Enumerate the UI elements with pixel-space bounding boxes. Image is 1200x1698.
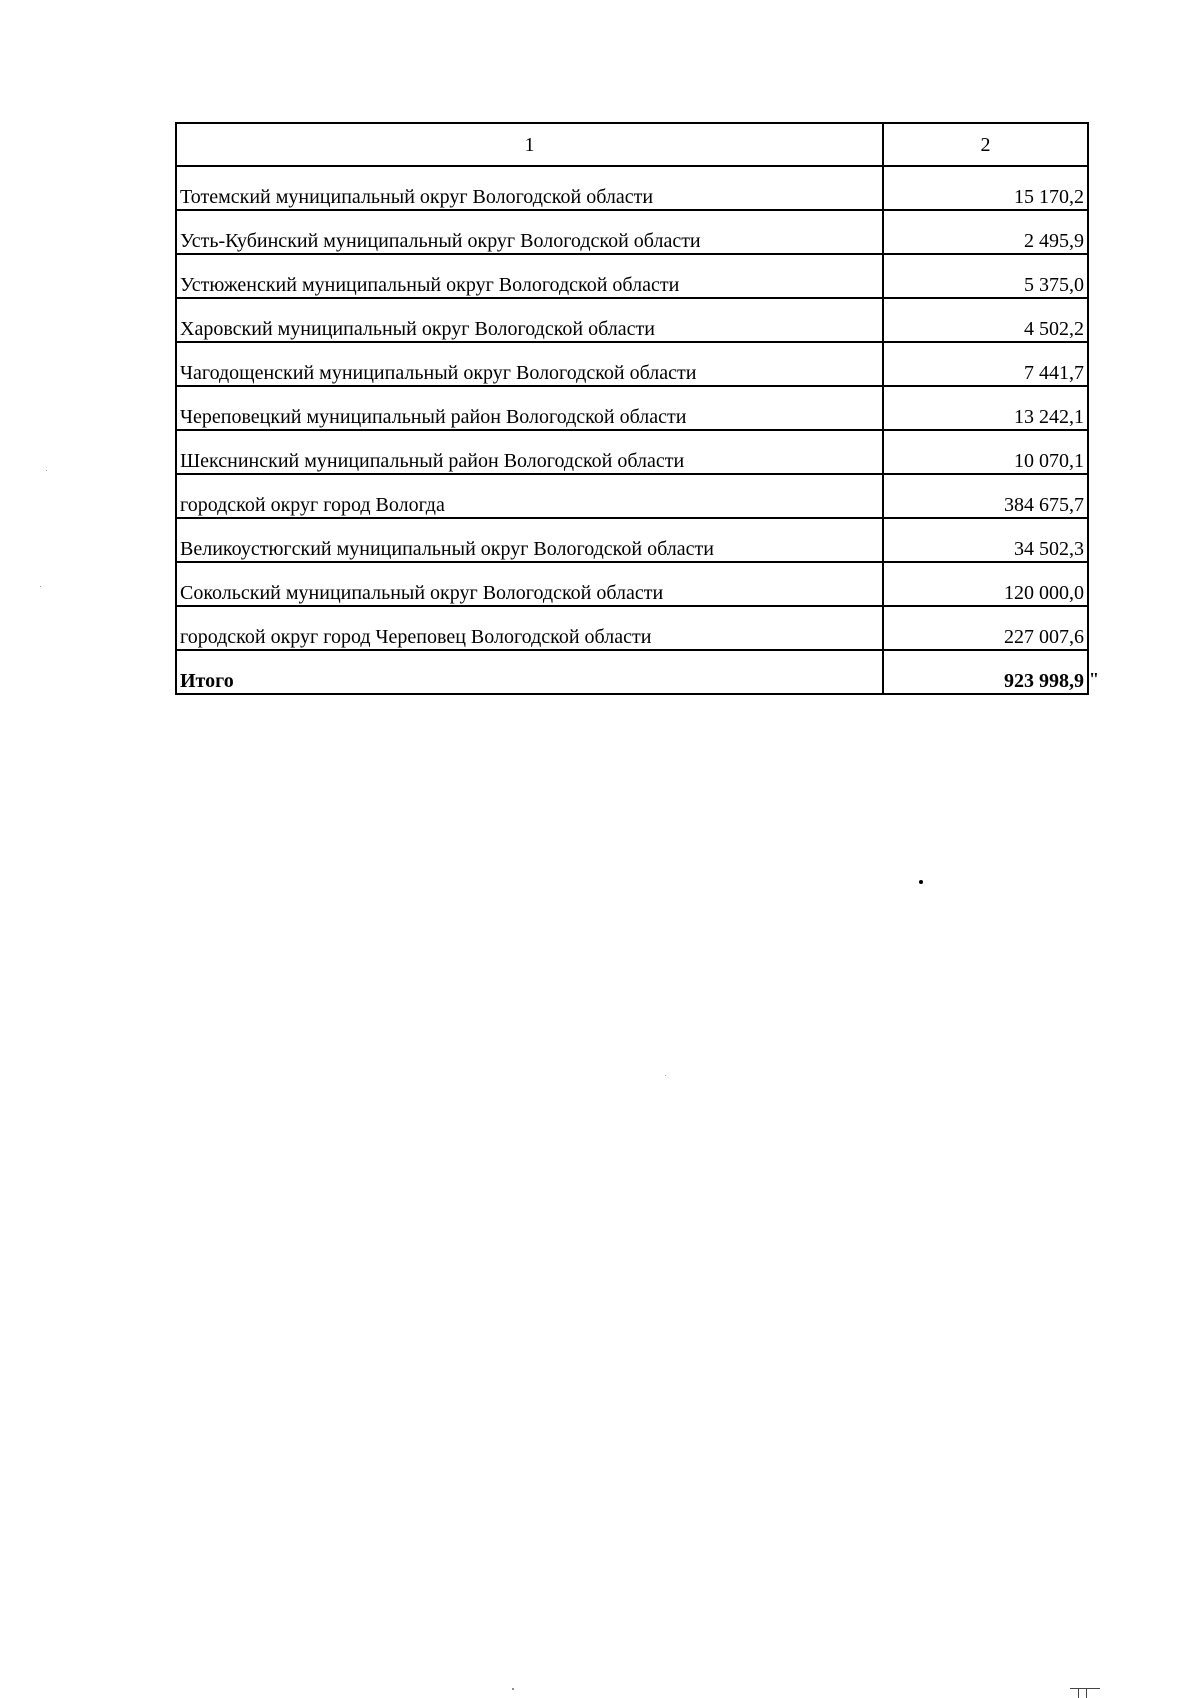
total-value: 923 998,9 — [883, 650, 1088, 694]
total-label: Итого — [176, 650, 883, 694]
scan-speck — [919, 880, 923, 884]
municipality-name: Чагодощенский муниципальный округ Вологодской области — [176, 342, 883, 386]
table-row — [176, 430, 1088, 474]
amount-value: 120 000,0 — [883, 562, 1088, 606]
amount-value: 227 007,6 — [883, 606, 1088, 650]
scan-speck — [46, 470, 47, 471]
table-row — [176, 606, 1088, 650]
municipality-name: городской округ город Вологда — [176, 474, 883, 518]
scan-speck — [512, 1688, 514, 1690]
amount-value: 13 242,1 — [883, 386, 1088, 430]
municipality-name: Шекснинский муниципальный район Вологодской области — [176, 430, 883, 474]
municipality-name: Харовский муниципальный округ Вологодской области — [176, 298, 883, 342]
table-row — [176, 474, 1088, 518]
amount-value: 384 675,7 — [883, 474, 1088, 518]
amount-value: 15 170,2 — [883, 166, 1088, 210]
table-row — [176, 298, 1088, 342]
municipality-name: Тотемский муниципальный округ Вологодской области — [176, 166, 883, 210]
municipality-name: Усть-Кубинский муниципальный округ Вологодской области — [176, 210, 883, 254]
amount-value: 4 502,2 — [883, 298, 1088, 342]
table-row — [176, 254, 1088, 298]
municipality-name: Устюженский муниципальный округ Вологодской области — [176, 254, 883, 298]
header-column-1: 1 — [176, 123, 883, 166]
header-column-2: 2 — [883, 123, 1088, 166]
municipality-name: Великоустюгский муниципальный округ Вологодской области — [176, 518, 883, 562]
amount-value: 34 502,3 — [883, 518, 1088, 562]
table-row — [176, 562, 1088, 606]
municipality-name: Сокольский муниципальный округ Вологодской области — [176, 562, 883, 606]
table-row — [176, 386, 1088, 430]
municipality-name: Череповецкий муниципальный район Вологодской области — [176, 386, 883, 430]
scan-speck — [665, 1075, 666, 1076]
table-row — [176, 210, 1088, 254]
scan-speck — [40, 586, 41, 587]
budget-allocation-table — [175, 122, 1089, 695]
table-row — [176, 518, 1088, 562]
total-row — [176, 650, 1088, 694]
table-row — [176, 342, 1088, 386]
amount-value: 5 375,0 — [883, 254, 1088, 298]
municipality-name: городской округ город Череповец Вологодской области — [176, 606, 883, 650]
table-header-row — [176, 123, 1088, 166]
closing-quote-mark: " — [1089, 669, 1099, 689]
table-row — [176, 166, 1088, 210]
amount-value: 10 070,1 — [883, 430, 1088, 474]
amount-value: 2 495,9 — [883, 210, 1088, 254]
amount-value: 7 441,7 — [883, 342, 1088, 386]
